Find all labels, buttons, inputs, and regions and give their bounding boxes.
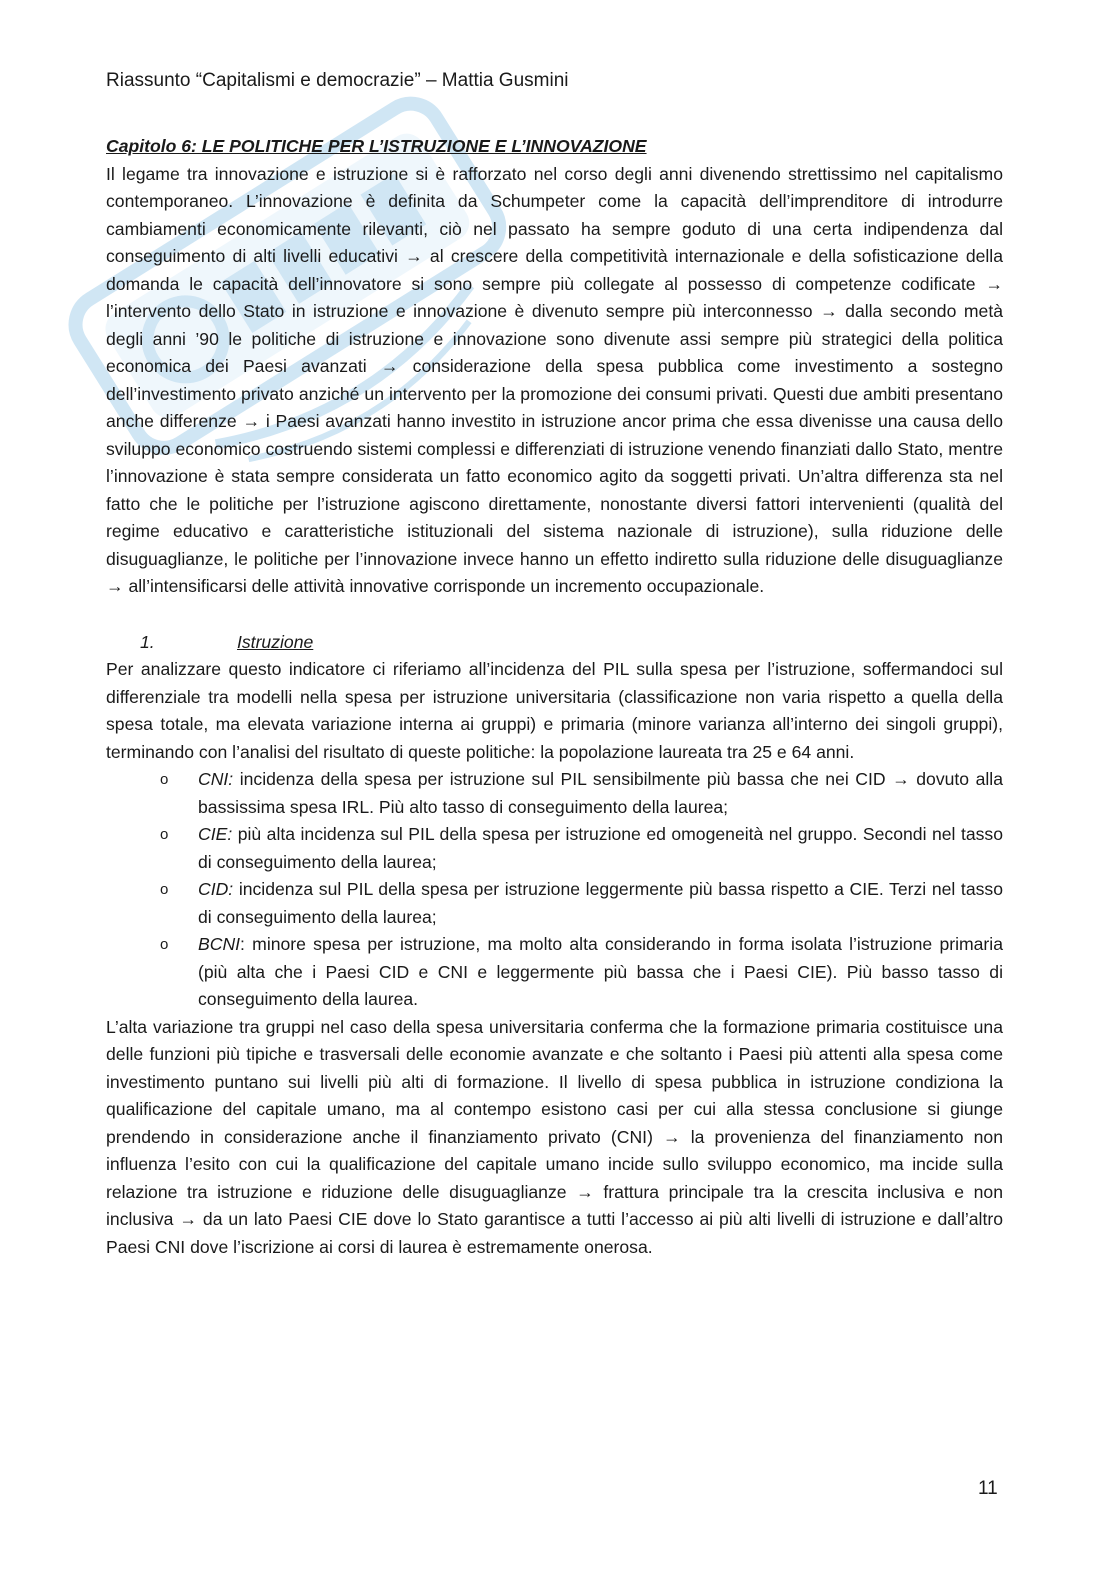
bullet-term: BCNI: [198, 934, 241, 954]
bullet-text: più alta incidenza sul PIL della spesa per istruzione ed omogeneità nel gruppo. Secondi nel tasso di conseguimento della laurea;: [198, 824, 1003, 872]
running-header: Riassunto “Capitalismi e democrazie” – Mattia Gusmini: [106, 70, 569, 91]
section-heading: [106, 629, 1003, 657]
bullet-circle-icon: o: [160, 881, 169, 898]
list-item: [106, 766, 1003, 821]
section-title: Istruzione: [237, 631, 314, 652]
list-item: [106, 821, 1003, 876]
chapter-intro-paragraph: Il legame tra innovazione e istruzione si è rafforzato nel corso degli anni divenendo strettissimo nel capitalismo contemporaneo. L’innovazione è definita da Schumpeter come la capacità dell’imprenditore di introdurre cambiamenti economicamente rilevanti, ciò nel passato ha sempre goduto di una certa indipendenza dal conseguimento di alti livelli educativi → al crescere della competitività internazionale e della sofisticazione della domanda le capacità dell’innovatore si sono sempre più collegate al possesso di competenze codificate → l’intervento dello Stato in istruzione e innovazione è divenuto sempre più interconnesso → dalla secondo metà degli anni ’90 le politiche di istruzione e innovazione sono divenute assi sempre più strategici della politica economica dei Paesi avanzati → considerazione della spesa pubblica come investimento a sostegno dell’investimento privato anziché un intervento per la promozione dei consumi privati. Questi due ambiti presentano anche differenze → i Paesi avanzati hanno investito in istruzione ancor prima che essa divenisse una causa dello sviluppo economico costruendo sistemi complessi e differenziati di istruzione venendo finanziati dallo Stato, mentre l’innovazione è stata sempre considerata un fatto economico agito da soggetti privati. Un’altra differenza sta nel fatto che le politiche per l’istruzione agiscono direttamente, nonostante diversi fattori intervenienti (qualità del regime educativo e caratteristiche istituzionali del sistema nazionale di istruzione), sulla riduzione delle disuguaglianze, le politiche per l’innovazione invece hanno un effetto indiretto sulla riduzione delle disuguaglianze → all’intensificarsi delle attività innovative corrisponde un incremento occupazionale.: [106, 163, 1003, 596]
section-conclusion-paragraph: L’alta variazione tra gruppi nel caso della spesa universitaria conferma che la formazione primaria costituisce una delle funzioni più tipiche e trasversali delle economie avanzate e che soltanto i Paesi più attenti alla spesa come investimento puntano sui livelli più alti di formazione. Il livello di spesa pubblica in istruzione condiziona la qualificazione del capitale umano, ma al contempo esistono casi per cui alla stessa conclusione si giunge prendendo in considerazione anche il finanziamento privato (CNI) → la provenienza del finanziamento non influenza l’esito con cui la qualificazione del capitale umano incide sullo sviluppo economico, ma incide sulla relazione tra istruzione e riduzione delle disuguaglianze → frattura principale tra la crescita inclusiva e non inclusiva → da un lato Paesi CIE dove lo Stato garantisce a tutti l’accesso ai più alti livelli di istruzione e dall’altro Paesi CNI dove l’iscrizione ai corsi di laurea è estremamente onerosa.: [106, 1016, 1003, 1257]
section-number: 1.: [140, 631, 155, 652]
list-item: [106, 876, 1003, 931]
bullet-circle-icon: o: [160, 936, 169, 953]
bullet-circle-icon: o: [160, 771, 169, 788]
bullet-term: CIE:: [198, 824, 233, 844]
bullet-list: [106, 766, 1003, 1014]
bullet-text: incidenza della spesa per istruzione sul PIL sensibilmente più bassa che nei CID → dovuto alla bassissima spesa IRL. Più alto tasso di conseguimento della laurea;: [198, 769, 1003, 817]
page-number: 11: [978, 1478, 998, 1499]
section-intro-paragraph: Per analizzare questo indicatore ci riferiamo all’incidenza del PIL sulla spesa per l’istruzione, soffermandoci sul differenziale tra modelli nella spesa per istruzione universitaria (classificazione non varia rispetto a quella della spesa totale, ma elevata variazione interna ai gruppi) e primaria (minore varianza all’interno dei singoli gruppi), terminando con l’analisi del risultato di queste politiche: la popolazione laureata tra 25 e 64 anni.: [106, 659, 1003, 762]
list-item: [106, 931, 1003, 1014]
main-content: [106, 133, 1003, 1261]
bullet-term: CNI:: [198, 769, 234, 789]
chapter-title: Capitolo 6: LE POLITICHE PER L’ISTRUZIONE E L’INNOVAZIONE: [106, 136, 647, 156]
bullet-term: CID:: [198, 879, 234, 899]
bullet-text: : minore spesa per istruzione, ma molto alta considerando in forma isolata l’istruzione primaria (più alta che i Paesi CID e CNI e leggermente più bassa che i Paesi CIE). Più basso tasso di conseguimento della laurea.: [198, 934, 1003, 1009]
bullet-circle-icon: o: [160, 826, 169, 843]
bullet-text: incidenza sul PIL della spesa per istruzione leggermente più bassa rispetto a CIE. Terzi nel tasso di conseguimento della laurea;: [198, 879, 1003, 927]
